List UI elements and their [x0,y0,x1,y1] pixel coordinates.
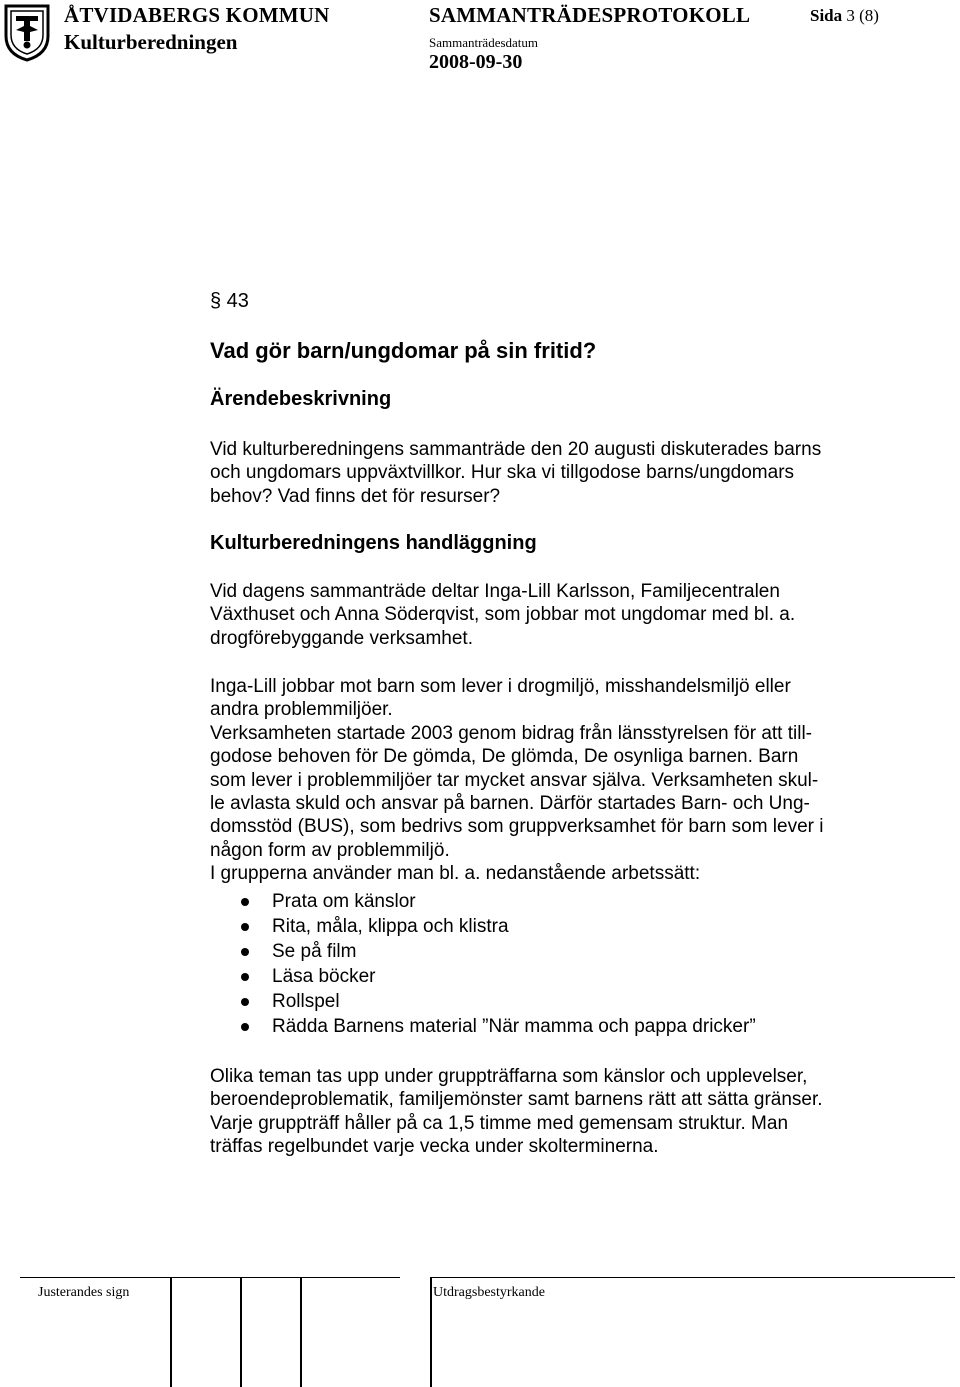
bullet-icon [241,1023,249,1031]
footer-sign-box-divider [170,1277,172,1387]
bullet-icon [241,998,249,1006]
paragraph-line: Växthuset och Anna Söderqvist, som jobbar mot ungdomar med bl. a. [210,604,796,626]
list-item [210,989,756,1014]
list-item-text: Se på film [272,941,357,962]
list-item-text: Prata om känslor [272,891,416,912]
paragraph-line: Varje gruppträff håller på ca 1,5 timme med gemensam struktur. Man [210,1112,789,1134]
list-item-text: Rollspel [272,991,340,1012]
paragraph-background [210,438,821,508]
paragraph-line: beroendeproblematik, familjemönster samt barnens rätt att sätta gränser. [210,1089,823,1111]
footer-sign-label: Justerandes sign [38,1285,130,1300]
paragraph-meeting [210,580,795,650]
paragraph-activity [210,675,824,886]
page-label: Sida [810,6,843,25]
list-item-text: Rita, måla, klippa och klistra [272,916,509,937]
document-title: SAMMANTRÄDESPROTOKOLL [429,3,751,27]
bullet-icon [241,898,249,906]
municipality-name: ÅTVIDABERGS KOMMUN [64,3,330,27]
footer-sign-box-divider [300,1277,302,1387]
list-item [210,914,756,939]
list-item [210,1014,756,1039]
heading-handlaggning: Kulturberedningens handläggning [210,532,537,554]
paragraph-line: Vid kulturberedningens sammanträde den 20 augusti diskuterades barns [210,439,822,460]
paragraph-line: behov? Vad finns det för resurser? [210,485,501,507]
paragraph-line: Olika teman tas upp under gruppträffarna som känslor och upplevelser, [210,1066,808,1087]
section-number: § 43 [210,290,249,312]
paragraph-line: någon form av problemmiljö. [210,839,450,861]
paragraph-line: drogförebyggande verksamhet. [210,627,473,649]
list-item-text: Läsa böcker [272,966,376,987]
bullet-icon [241,948,249,956]
bullet-icon [241,973,249,981]
list-item [210,964,756,989]
list-item [210,889,756,914]
page-number [810,6,879,26]
item-title: Vad gör barn/ungdomar på sin fritid? [210,338,597,363]
bullet-icon [241,923,249,931]
paragraph-line: Inga-Lill jobbar mot barn som lever i drogmiljö, misshandelsmiljö eller [210,676,791,697]
paragraph-line: godose behoven för De gömda, De glömda, De osynliga barnen. Barn [210,746,799,768]
footer-extract-label: Utdragsbestyrkande [433,1285,545,1300]
paragraph-line: träffas regelbundet varje vecka under skolterminerna. [210,1136,659,1158]
paragraph-line: I grupperna använder man bl. a. nedanstående arbetssätt: [210,863,701,885]
paragraph-line: Vid dagens sammanträde deltar Inga-Lill Karlsson, Familjecentralen [210,581,780,602]
page-value: 3 (8) [846,6,879,25]
committee-name: Kulturberedningen [64,30,238,54]
footer-sign-box-divider [240,1277,242,1387]
paragraph-line: Verksamheten startade 2003 genom bidrag från länsstyrelsen för att till- [210,722,812,744]
municipal-logo-icon [2,2,52,62]
methods-list [210,889,756,1039]
paragraph-line: och ungdomars uppväxtvillkor. Hur ska vi tillgodose barns/ungdomars [210,462,795,484]
meeting-date: 2008-09-30 [429,51,523,73]
paragraph-line: andra problemmiljöer. [210,699,393,721]
paragraph-themes [210,1065,823,1159]
footer-extract-box-divider [430,1277,432,1387]
meeting-date-label: Sammanträdesdatum [429,35,539,50]
paragraph-line: le avlasta skuld och ansvar på barnen. Därför startades Barn- och Ung- [210,793,810,815]
list-item [210,939,756,964]
footer-divider-right [430,1277,955,1278]
paragraph-line: som lever i problemmiljöer tar mycket ansvar själva. Verksamheten skul- [210,769,819,791]
heading-arendebeskrivning: Ärendebeskrivning [210,388,392,410]
list-item-text: Rädda Barnens material ”När mamma och pappa dricker” [272,1016,756,1037]
footer-divider-left [20,1277,400,1278]
paragraph-line: domsstöd (BUS), som bedrivs som gruppverksamhet för barn som lever i [210,816,824,838]
